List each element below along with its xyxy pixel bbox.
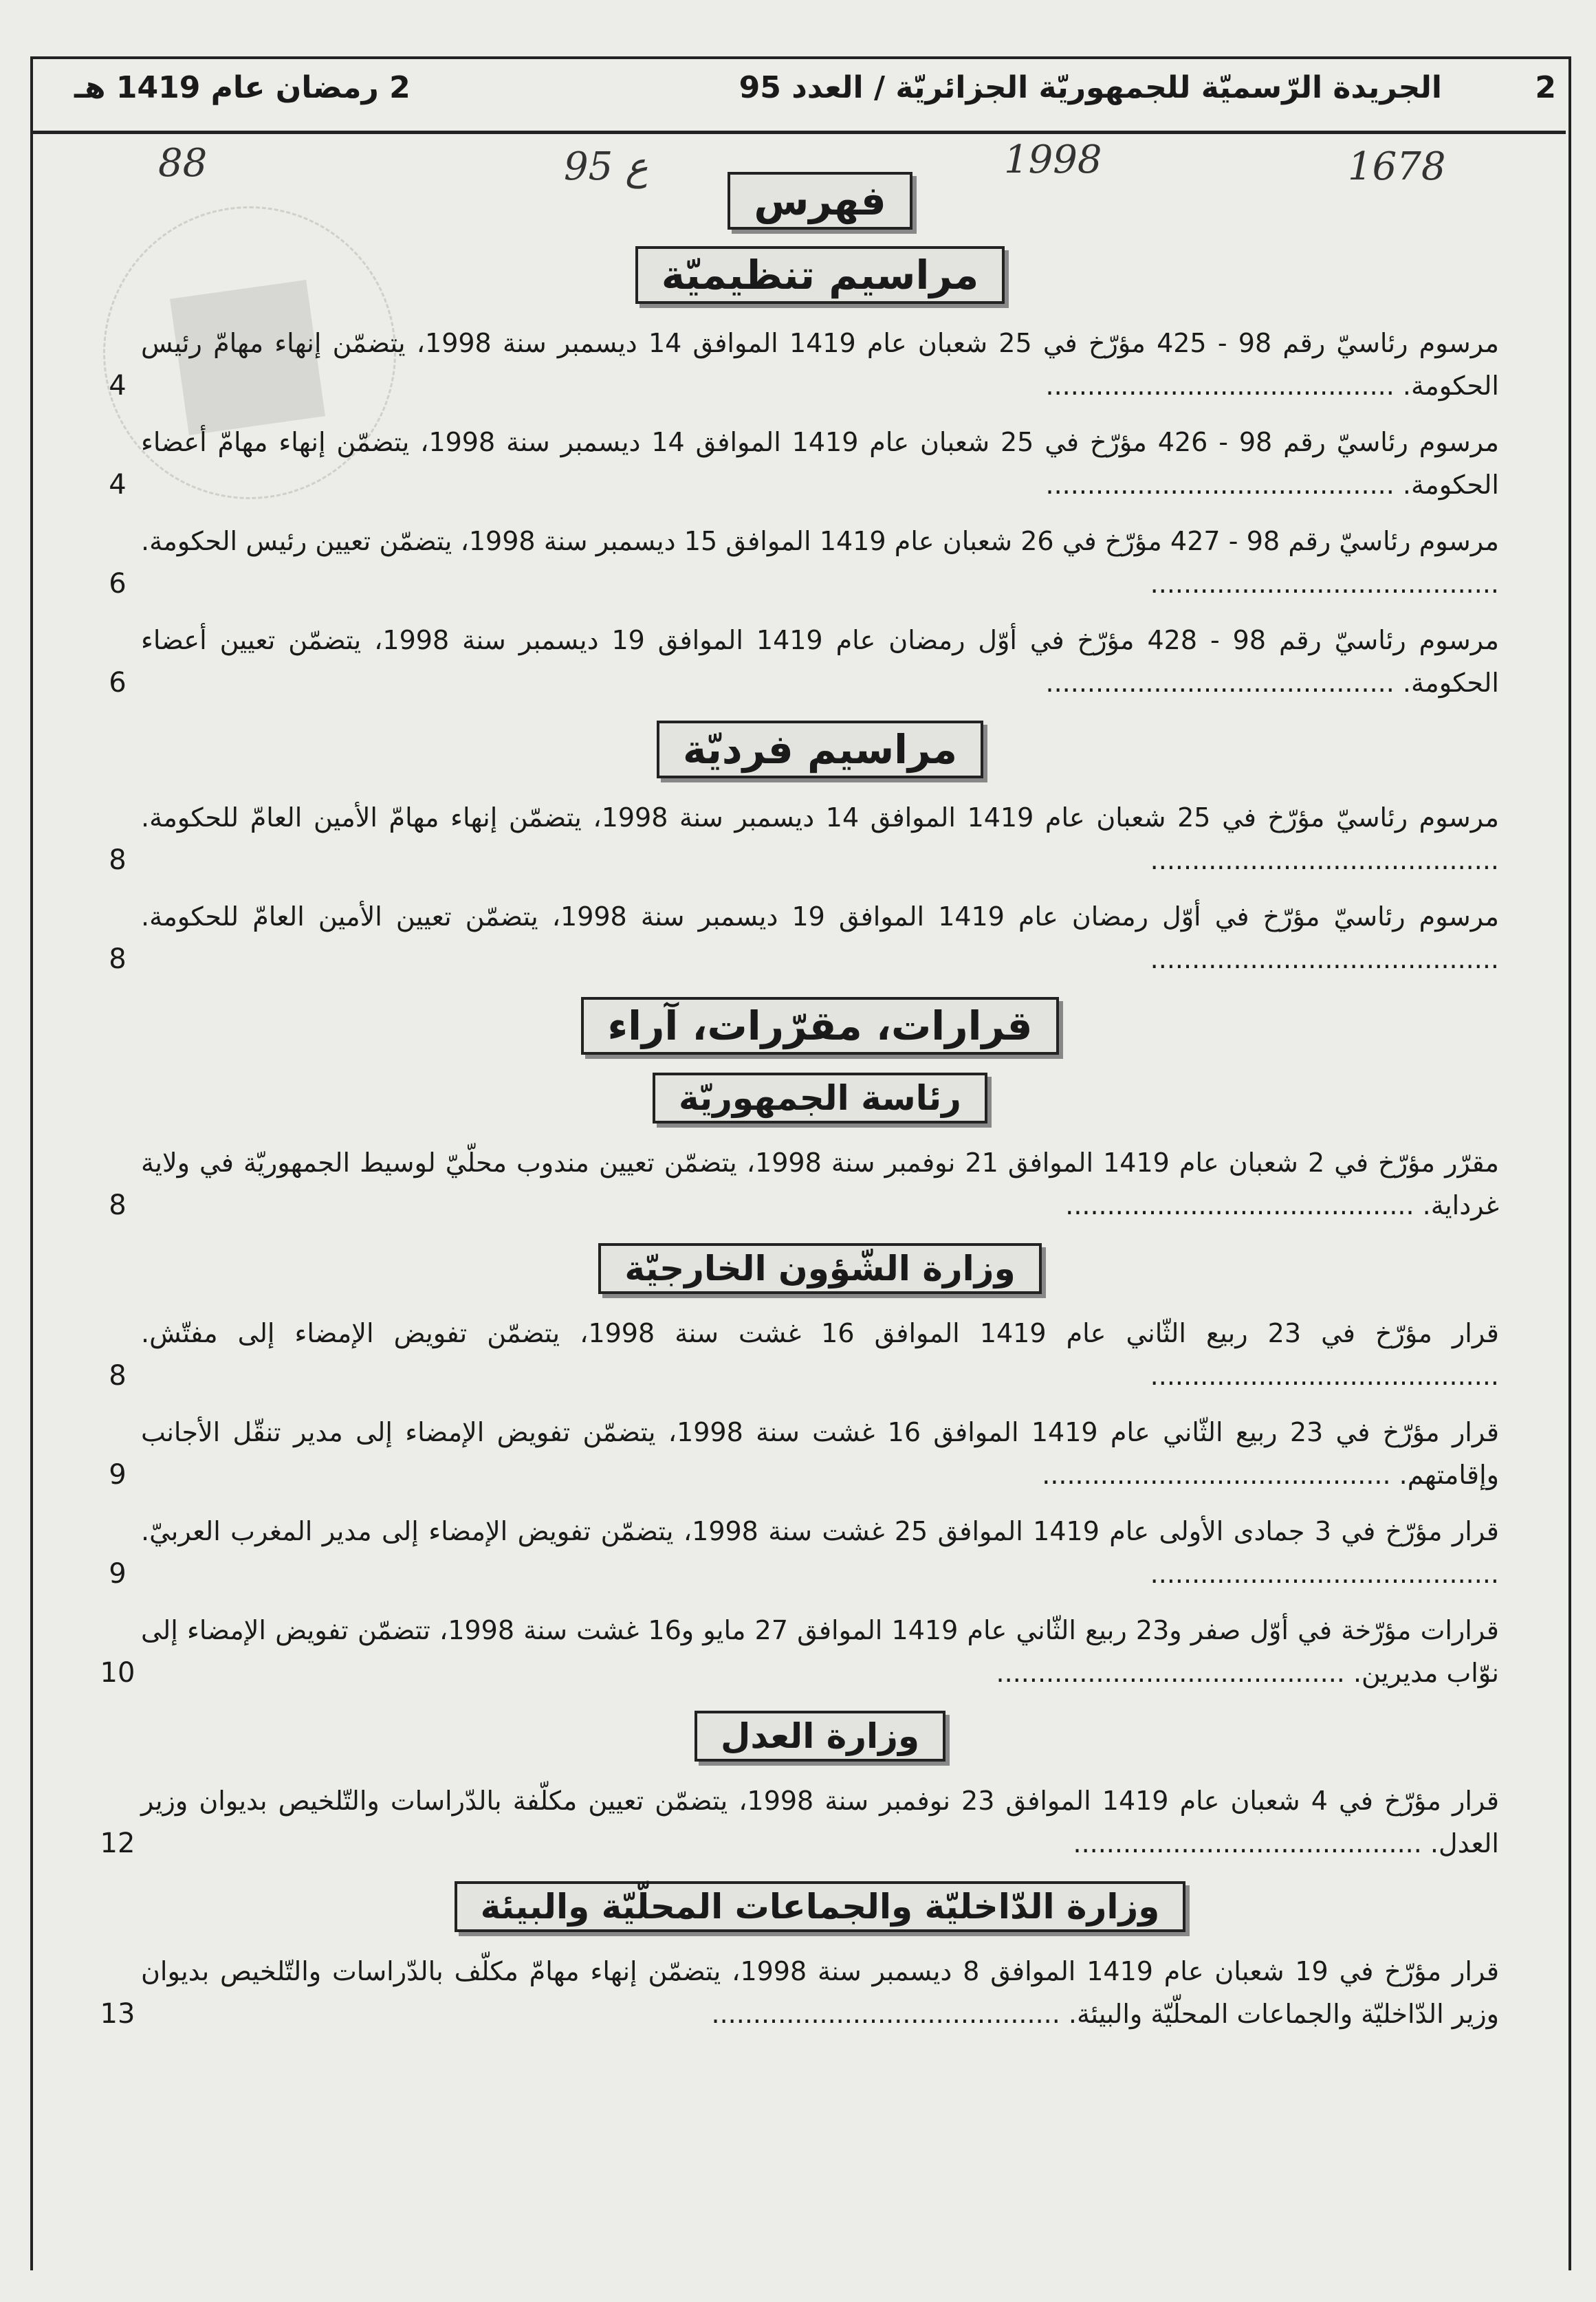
section-title: مراسيم تنظيميّة <box>635 246 1005 304</box>
toc-entry <box>109 796 1500 881</box>
dot-leader: .......................................... <box>1150 569 1499 599</box>
dot-leader: .......................................... <box>1150 1559 1499 1589</box>
toc-page-number: 6 <box>109 568 127 600</box>
toc-entry-text: قرار مؤرّخ في 23 ربيع الثّاني عام 1419 الموافق 16 غشت سنة 1998، يتضمّن تفويض الإمضاء إلى مدير تنقّل الأجانب وإقامتهم. <box>141 1417 1499 1490</box>
toc-entry <box>100 1950 1500 2035</box>
toc-page-number: 4 <box>109 370 127 402</box>
toc-entry <box>109 619 1499 704</box>
toc-page-number: 10 <box>100 1657 135 1689</box>
toc-entry <box>109 1312 1499 1397</box>
toc-entry <box>109 1411 1499 1496</box>
dot-leader: .......................................... <box>1150 944 1499 974</box>
toc-page-number: 9 <box>109 1459 127 1491</box>
toc-page-number: 8 <box>109 1360 127 1392</box>
section-title: وزارة الدّاخليّة والجماعات المحلّيّة والبيئة <box>455 1881 1186 1932</box>
dot-leader: .......................................... <box>1045 371 1403 401</box>
toc-entry <box>109 895 1499 980</box>
toc-entry-text: مقرّر مؤرّخ في 2 شعبان عام 1419 الموافق 21 نوفمبر سنة 1998، يتضمّن تعيين مندوب محلّيّ لوسيط الجمهوريّة في ولاية غرداية. <box>141 1148 1499 1220</box>
toc-entry <box>109 1510 1499 1595</box>
toc-entry-text: مرسوم رئاسيّ رقم 98 - 426 مؤرّخ في 25 شعبان عام 1419 الموافق 14 ديسمبر سنة 1998، يتضمّن إنهاء مهامّ أعضاء الحكومة. <box>141 427 1500 500</box>
section-title: وزارة الشّؤون الخارجيّة <box>598 1243 1041 1294</box>
section-title: مراسيم فرديّة <box>657 721 983 778</box>
toc-page-number: 13 <box>100 1998 135 2030</box>
dot-leader: .......................................... <box>1045 470 1403 500</box>
toc-page-number: 12 <box>100 1828 135 1859</box>
dot-leader: .......................................... <box>711 1999 1069 2029</box>
toc-entry-text: مرسوم رئاسيّ رقم 98 - 425 مؤرّخ في 25 شعبان عام 1419 الموافق 14 ديسمبر سنة 1998، يتضمّن إنهاء مهامّ رئيس الحكومة. <box>141 328 1499 401</box>
dot-leader: .......................................... <box>1073 1828 1430 1859</box>
toc-page-number: 8 <box>109 943 127 975</box>
toc-entry <box>100 1609 1499 1694</box>
dot-leader: .......................................... <box>1150 1361 1499 1391</box>
section-title: رئاسة الجمهوريّة <box>653 1073 987 1123</box>
toc-entry-text: مرسوم رئاسيّ مؤرّخ في أوّل رمضان عام 1419 الموافق 19 ديسمبر سنة 1998، يتضمّن تعيين الأمين العامّ للحكومة. <box>141 901 1499 932</box>
toc-entry-text: مرسوم رئاسيّ رقم 98 - 428 مؤرّخ في أوّل رمضان عام 1419 الموافق 19 ديسمبر سنة 1998، يتضمّن تعيين أعضاء الحكومة. <box>141 625 1499 698</box>
handwritten-number-1: 1678 <box>1348 144 1446 189</box>
header-date: 2 رمضان عام 1419 هـ <box>74 70 411 105</box>
toc-entry-text: قرار مؤرّخ في 4 شعبان عام 1419 الموافق 23 نوفمبر سنة 1998، يتضمّن تعيين مكلّفة بالدّراسات والتّلخيص بديوان وزير العدل. <box>141 1786 1500 1859</box>
dot-leader: .......................................... <box>1150 845 1499 875</box>
table-of-contents <box>100 172 1500 2049</box>
dot-leader: .......................................... <box>996 1658 1353 1688</box>
handwritten-issue: ع 95 <box>564 144 648 189</box>
section-title: فهرس <box>728 172 912 230</box>
toc-page-number: 8 <box>109 1190 127 1221</box>
toc-entry-text: قرارات مؤرّخة في أوّل صفر و23 ربيع الثّاني عام 1419 الموافق 27 مايو و16 غشت سنة 1998، تتضمّن تفويض الإمضاء إلى نوّاب مديرين. <box>141 1615 1499 1688</box>
header-divider <box>33 131 1566 134</box>
toc-entry-text: قرار مؤرّخ في 19 شعبان عام 1419 الموافق 8 ديسمبر سنة 1998، يتضمّن إنهاء مهامّ مكلّف بالدّراسات والتّلخيص بديوان وزير الدّاخليّة والجماعات المحلّيّة والبيئة. <box>141 1956 1500 2029</box>
page-header <box>33 62 1566 131</box>
toc-page-number: 9 <box>109 1558 127 1590</box>
toc-entry-text: قرار مؤرّخ في 23 ربيع الثّاني عام 1419 الموافق 16 غشت سنة 1998، يتضمّن تفويض الإمضاء إلى مفتّش. <box>141 1318 1499 1348</box>
handwritten-number-2: 88 <box>158 141 208 186</box>
dot-leader: .......................................... <box>1065 1190 1423 1220</box>
section-title: وزارة العدل <box>695 1711 945 1762</box>
dot-leader: .......................................... <box>1045 668 1403 698</box>
toc-entry <box>109 520 1500 605</box>
toc-entry-text: مرسوم رئاسيّ مؤرّخ في 25 شعبان عام 1419 الموافق 14 ديسمبر سنة 1998، يتضمّن إنهاء مهامّ الأمين العامّ للحكومة. <box>141 802 1500 833</box>
header-page-number: 2 <box>1535 70 1556 105</box>
dot-leader: .......................................... <box>1042 1460 1399 1490</box>
header-newspaper-title: الجريدة الرّسميّة للجمهوريّة الجزائريّة / العدد 95 <box>739 70 1442 105</box>
section-title: قرارات، مقرّرات، آراء <box>581 997 1058 1055</box>
toc-page-number: 6 <box>109 667 127 699</box>
toc-page-number: 8 <box>109 844 127 876</box>
toc-entry <box>109 322 1499 407</box>
toc-entry <box>109 1141 1499 1227</box>
toc-entry <box>100 1779 1500 1865</box>
toc-entry-text: قرار مؤرّخ في 3 جمادى الأولى عام 1419 الموافق 25 غشت سنة 1998، يتضمّن تفويض الإمضاء إلى مدير المغرب العربيّ. <box>141 1516 1499 1546</box>
handwritten-year: 1998 <box>1004 138 1102 182</box>
toc-entry-text: مرسوم رئاسيّ رقم 98 - 427 مؤرّخ في 26 شعبان عام 1419 الموافق 15 ديسمبر سنة 1998، يتضمّن تعيين رئيس الحكومة. <box>141 526 1500 556</box>
toc-page-number: 4 <box>109 469 127 501</box>
toc-entry <box>109 421 1500 506</box>
